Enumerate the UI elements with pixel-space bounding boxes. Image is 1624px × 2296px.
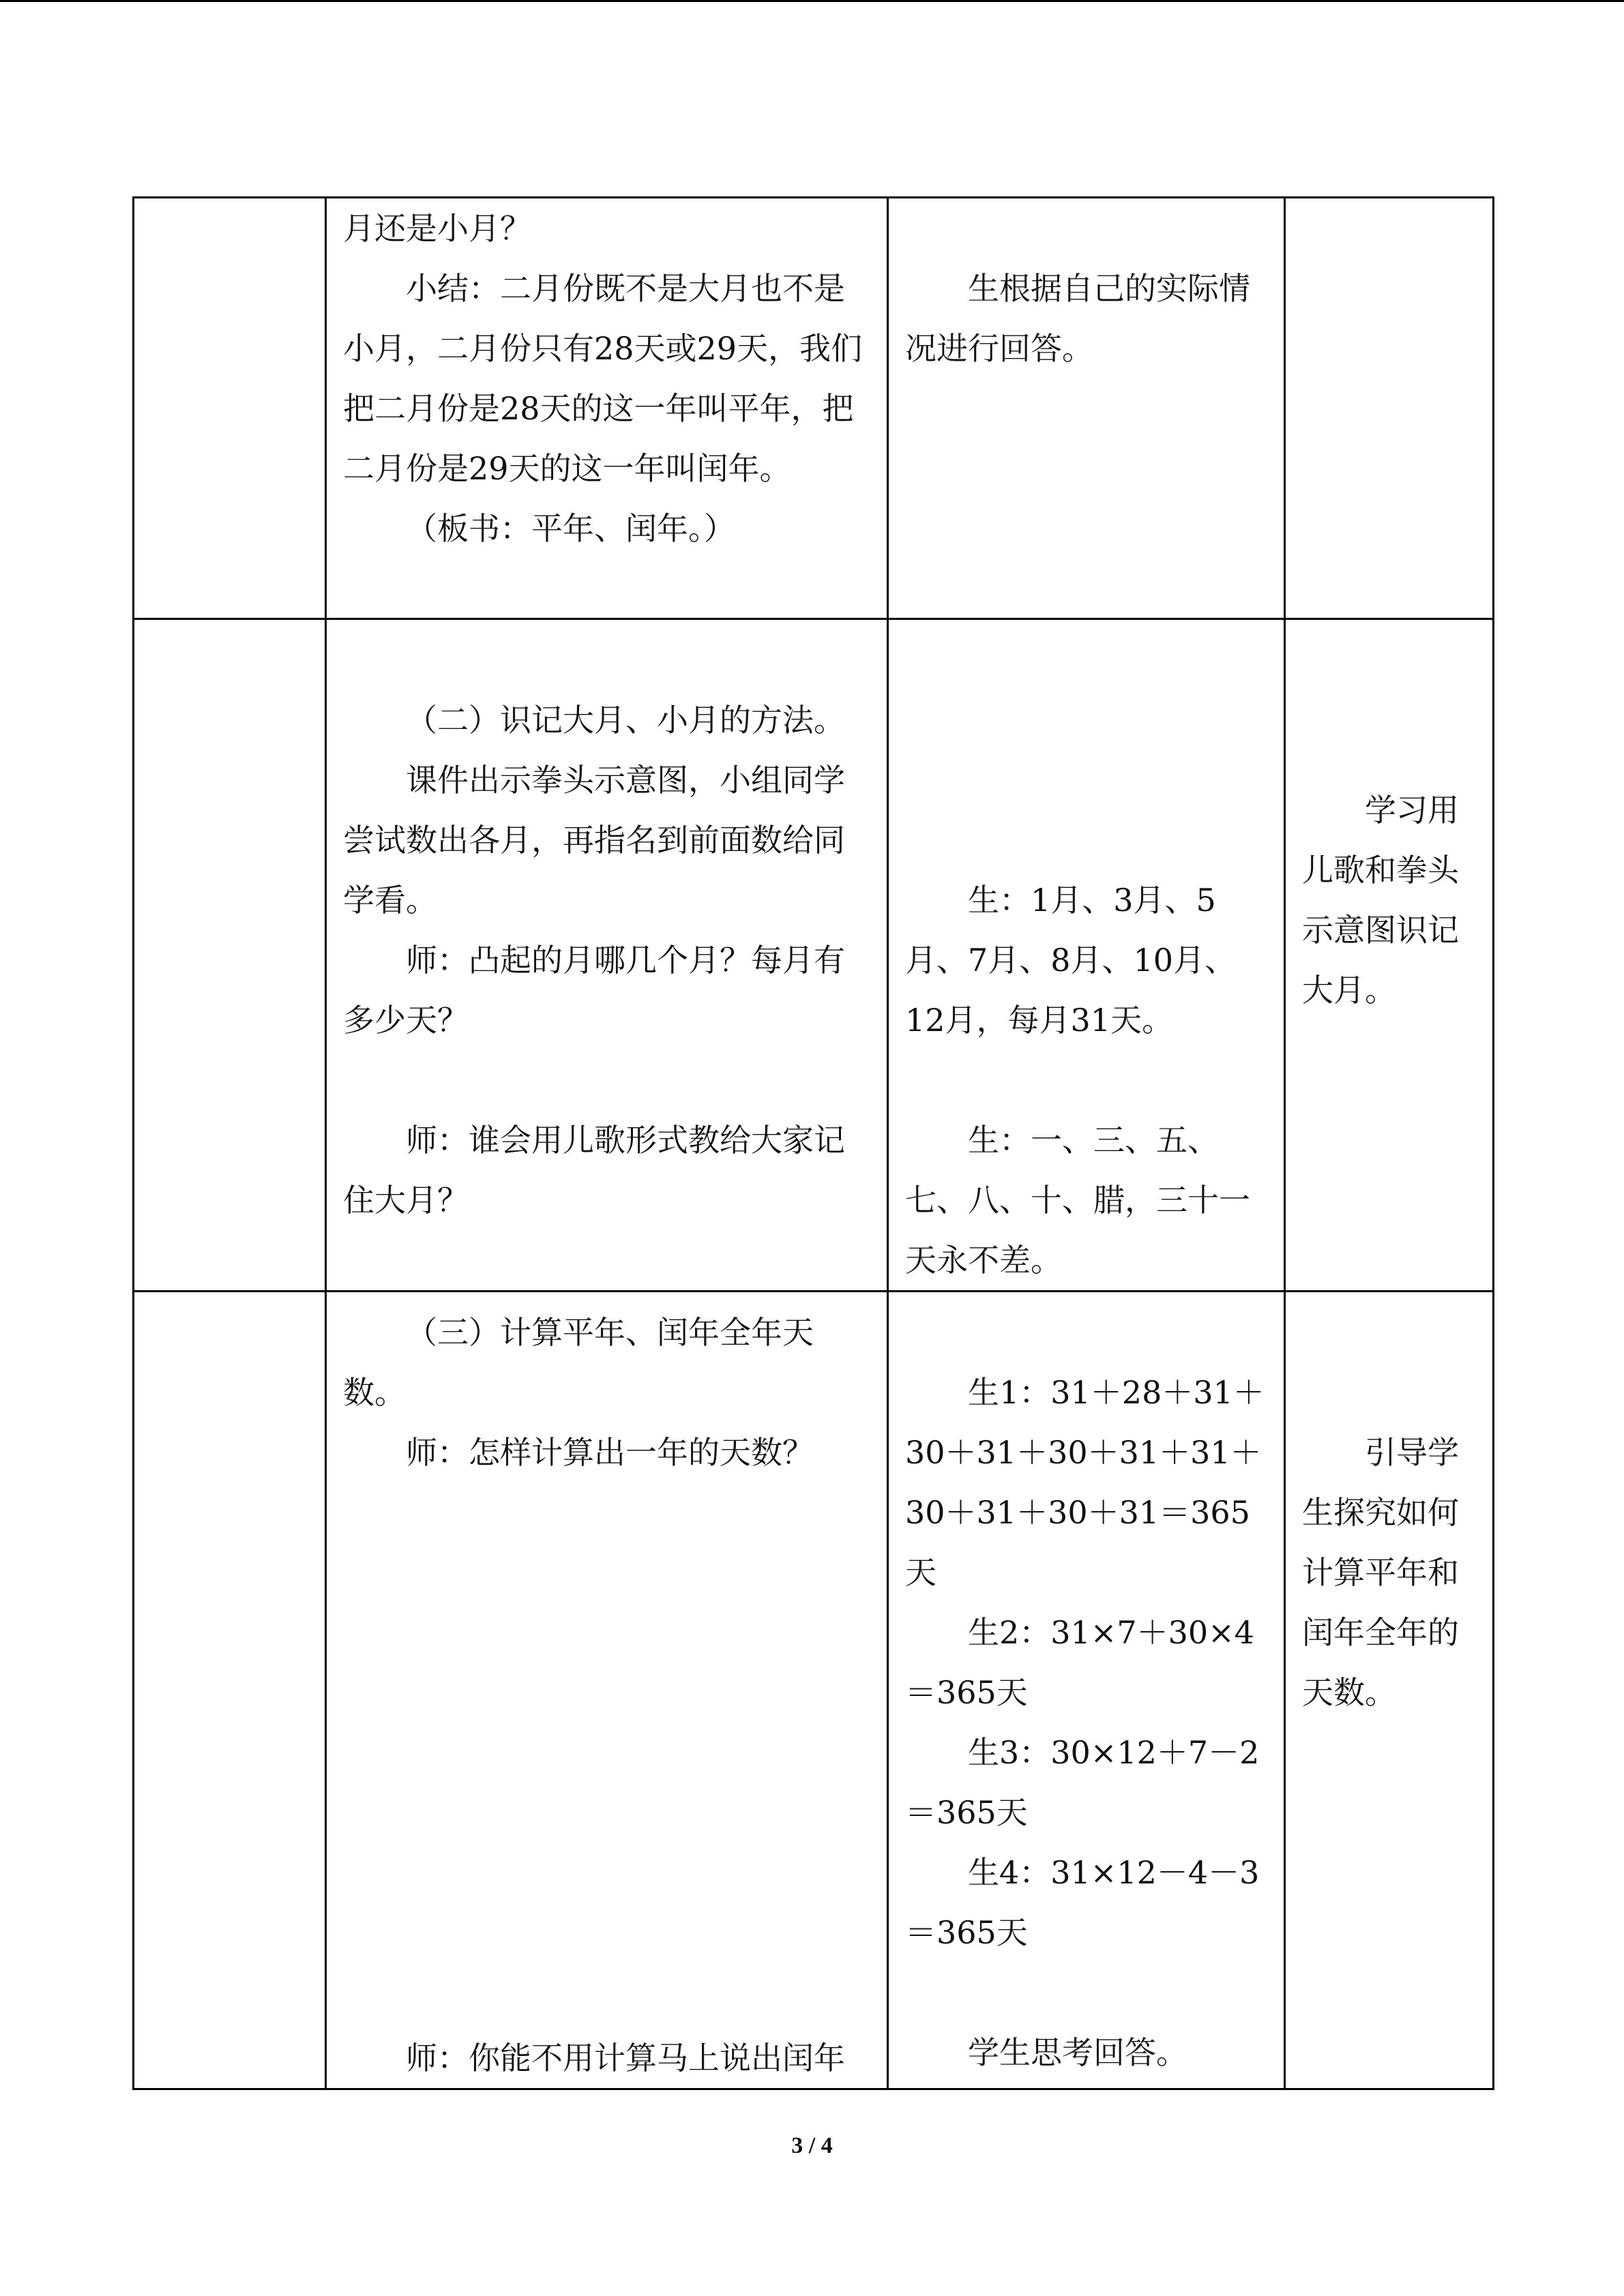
- paragraph: 生根据自己的实际情况进行回答。: [905, 270, 1250, 367]
- paragraph: 引导学生探究如何计算平年和闰年全年的天数。: [1302, 1434, 1459, 1711]
- teacher-activity-cell: [326, 619, 888, 1292]
- paragraph: 月还是小月？: [343, 210, 531, 247]
- lesson-plan-table: [132, 196, 1494, 2090]
- paragraph: （二）识记大月、小月的方法。: [406, 702, 845, 739]
- stage-cell: [134, 619, 326, 1292]
- paragraph: 师：你能不用计算马上说出闰年: [406, 2040, 845, 2076]
- teacher-activity-cell: [326, 1292, 888, 2089]
- paragraph: 学生思考回答。: [968, 2034, 1187, 2071]
- paragraph: 生：一、三、五、七、八、十、腊，三十一天永不差。: [905, 1122, 1250, 1279]
- paragraph: 生：1月、3月、5月、7月、8月、10月、12月，每月31天。: [905, 882, 1237, 1039]
- stage-cell: [134, 1292, 326, 2089]
- paragraph: 生2：31×7＋30×4＝365天: [905, 1614, 1254, 1711]
- student-activity-cell: [888, 1292, 1285, 2089]
- stage-cell: [134, 198, 326, 619]
- paragraph: 学习用儿歌和拳头示意图识记大月。: [1302, 792, 1459, 1009]
- table-row: [134, 1292, 1494, 2089]
- table-row: [134, 619, 1494, 1292]
- page-top-border: [0, 0, 1624, 2]
- table-row: [134, 198, 1494, 619]
- paragraph: 生3：30×12＋7－2＝365天: [905, 1734, 1260, 1831]
- design-intent-cell: [1285, 1292, 1494, 2089]
- paragraph: 师：凸起的月哪几个月？每月有多少天？: [343, 942, 845, 1039]
- student-activity-cell: [888, 619, 1285, 1292]
- page-number: 3 / 4: [791, 2133, 833, 2158]
- design-intent-cell: [1285, 619, 1494, 1292]
- paragraph: （板书：平年、闰年。）: [406, 510, 735, 547]
- paragraph: 师：谁会用儿歌形式教给大家记住大月？: [343, 1122, 845, 1219]
- student-activity-cell: [888, 198, 1285, 619]
- design-intent-cell: [1285, 198, 1494, 619]
- teacher-activity-cell: [326, 198, 888, 619]
- paragraph: 生4：31×12－4－3＝365天: [905, 1854, 1260, 1951]
- paragraph: 生1：31＋28＋31＋30＋31＋30＋31＋31＋30＋31＋30＋31＝365天: [905, 1374, 1265, 1591]
- paragraph: （三）计算平年、闰年全年天数。: [343, 1314, 814, 1411]
- paragraph: 小结：二月份既不是大月也不是小月，二月份只有28天或29天，我们把二月份是28天的这一年叫平年，把二月份是29天的这一年叫闰年。: [343, 270, 863, 487]
- paragraph: 师：怎样计算出一年的天数？: [406, 1434, 814, 1471]
- paragraph: 课件出示拳头示意图，小组同学尝试数出各月，再指名到前面数给同学看。: [343, 762, 845, 919]
